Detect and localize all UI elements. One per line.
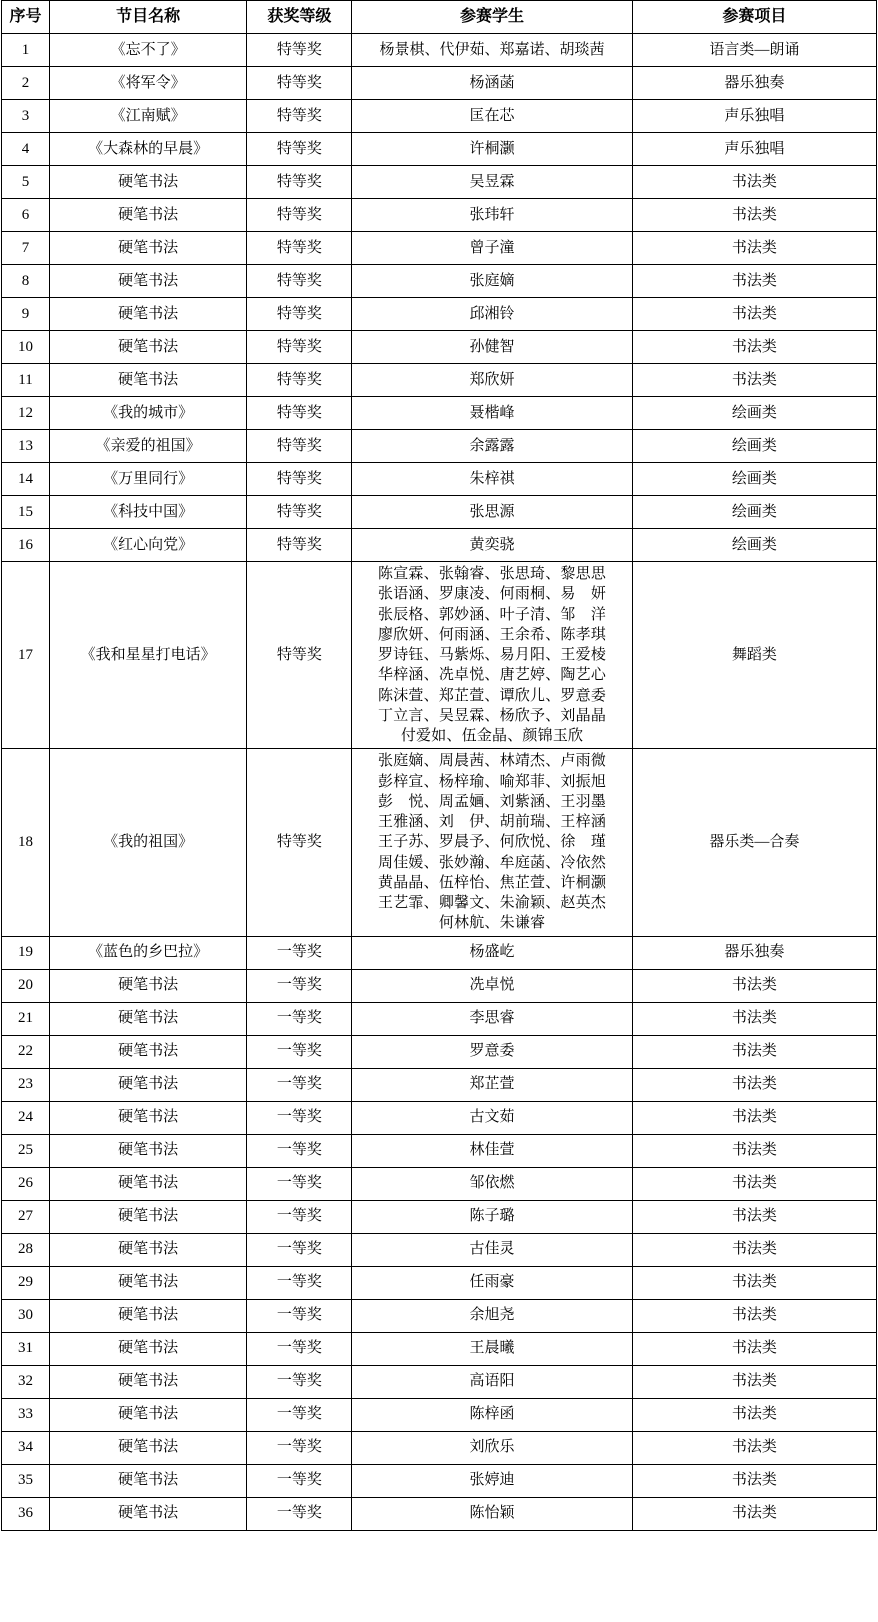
cell-no: 17 — [2, 562, 50, 749]
cell-program-name: 《我和星星打电话》 — [50, 562, 247, 749]
student-line: 廖欣妍、何雨涵、王余希、陈孝琪 — [378, 626, 607, 643]
cell-category: 书法类 — [632, 331, 876, 364]
cell-no: 3 — [2, 100, 50, 133]
cell-program-name: 《忘不了》 — [50, 34, 247, 67]
table-row — [2, 1431, 877, 1464]
table-row — [2, 1233, 877, 1266]
table-body — [2, 34, 877, 1531]
cell-category: 绘画类 — [632, 430, 876, 463]
cell-program-name: 硬笔书法 — [50, 1233, 247, 1266]
cell-category: 绘画类 — [632, 463, 876, 496]
table-row — [2, 100, 877, 133]
cell-program-name: 硬笔书法 — [50, 1266, 247, 1299]
cell-students: 匡在芯 — [352, 100, 632, 133]
cell-award-level: 一等奖 — [247, 969, 352, 1002]
cell-no: 18 — [2, 749, 50, 936]
cell-students: 邱湘铃 — [352, 298, 632, 331]
cell-category: 书法类 — [632, 1002, 876, 1035]
cell-category: 书法类 — [632, 1431, 876, 1464]
cell-program-name: 硬笔书法 — [50, 1332, 247, 1365]
cell-students: 刘欣乐 — [352, 1431, 632, 1464]
cell-category: 书法类 — [632, 1035, 876, 1068]
cell-program-name: 硬笔书法 — [50, 1068, 247, 1101]
cell-no: 20 — [2, 969, 50, 1002]
cell-no: 2 — [2, 67, 50, 100]
cell-category: 书法类 — [632, 1464, 876, 1497]
cell-students: 古佳灵 — [352, 1233, 632, 1266]
column-header-students: 参赛学生 — [352, 1, 632, 34]
cell-students: 邹依燃 — [352, 1167, 632, 1200]
cell-program-name: 硬笔书法 — [50, 1200, 247, 1233]
table-row — [2, 430, 877, 463]
cell-students: 陈梓函 — [352, 1398, 632, 1431]
cell-students: 吴昱霖 — [352, 166, 632, 199]
cell-award-level: 一等奖 — [247, 1431, 352, 1464]
cell-no: 13 — [2, 430, 50, 463]
cell-category: 书法类 — [632, 298, 876, 331]
cell-category: 书法类 — [632, 1497, 876, 1530]
table-row — [2, 199, 877, 232]
table-row — [2, 1101, 877, 1134]
cell-category: 书法类 — [632, 1134, 876, 1167]
cell-students: 任雨豪 — [352, 1266, 632, 1299]
cell-students: 张思源 — [352, 496, 632, 529]
cell-program-name: 硬笔书法 — [50, 1167, 247, 1200]
student-line: 黄晶晶、伍梓怡、焦芷萱、许桐灏 — [378, 874, 607, 891]
cell-program-name: 硬笔书法 — [50, 1299, 247, 1332]
cell-award-level: 特等奖 — [247, 364, 352, 397]
cell-program-name: 硬笔书法 — [50, 331, 247, 364]
cell-award-level: 一等奖 — [247, 1134, 352, 1167]
cell-award-level: 特等奖 — [247, 496, 352, 529]
cell-program-name: 硬笔书法 — [50, 199, 247, 232]
cell-category: 书法类 — [632, 1101, 876, 1134]
table-row — [2, 1167, 877, 1200]
table-row — [2, 1035, 877, 1068]
cell-program-name: 硬笔书法 — [50, 232, 247, 265]
cell-no: 22 — [2, 1035, 50, 1068]
table-row — [2, 529, 877, 562]
cell-award-level: 特等奖 — [247, 67, 352, 100]
cell-no: 28 — [2, 1233, 50, 1266]
table-row — [2, 463, 877, 496]
table-row — [2, 1365, 877, 1398]
table-row — [2, 1068, 877, 1101]
cell-students: 冼卓悦 — [352, 969, 632, 1002]
cell-program-name: 硬笔书法 — [50, 265, 247, 298]
cell-students: 李思睿 — [352, 1002, 632, 1035]
cell-students: 张玮轩 — [352, 199, 632, 232]
cell-program-name: 《蓝色的乡巴拉》 — [50, 936, 247, 969]
cell-category: 书法类 — [632, 232, 876, 265]
column-header-category: 参赛项目 — [632, 1, 876, 34]
cell-program-name: 《科技中国》 — [50, 496, 247, 529]
cell-no: 11 — [2, 364, 50, 397]
cell-award-level: 一等奖 — [247, 1497, 352, 1530]
cell-program-name: 《江南赋》 — [50, 100, 247, 133]
cell-no: 1 — [2, 34, 50, 67]
cell-students: 张庭嫡 — [352, 265, 632, 298]
student-line: 付爱如、伍金晶、颜锦玉欣 — [400, 728, 584, 744]
cell-award-level: 一等奖 — [247, 1167, 352, 1200]
cell-category: 语言类—朗诵 — [632, 34, 876, 67]
cell-category: 书法类 — [632, 199, 876, 232]
cell-program-name: 硬笔书法 — [50, 1002, 247, 1035]
table-row — [2, 936, 877, 969]
cell-no: 25 — [2, 1134, 50, 1167]
cell-category: 书法类 — [632, 166, 876, 199]
cell-students: 曾子潼 — [352, 232, 632, 265]
cell-program-name: 硬笔书法 — [50, 1431, 247, 1464]
cell-award-level: 特等奖 — [247, 34, 352, 67]
table-row — [2, 1398, 877, 1431]
cell-students: 聂楷峰 — [352, 397, 632, 430]
cell-students: 许桐灏 — [352, 133, 632, 166]
cell-no: 21 — [2, 1002, 50, 1035]
student-line: 丁立言、吴昱霖、杨欣予、刘晶晶 — [378, 707, 607, 724]
cell-no: 32 — [2, 1365, 50, 1398]
cell-category: 声乐独唱 — [632, 133, 876, 166]
cell-students: 孙健智 — [352, 331, 632, 364]
cell-award-level: 特等奖 — [247, 265, 352, 298]
cell-students: 林佳萱 — [352, 1134, 632, 1167]
cell-category: 书法类 — [632, 265, 876, 298]
table-row — [2, 1332, 877, 1365]
cell-students: 杨景棋、代伊茹、郑嘉诺、胡琰茜 — [352, 34, 632, 67]
student-line: 张语涵、罗康凌、何雨桐、易 妍 — [378, 586, 607, 603]
cell-program-name: 硬笔书法 — [50, 969, 247, 1002]
cell-no: 7 — [2, 232, 50, 265]
cell-students: 罗意委 — [352, 1035, 632, 1068]
student-line: 罗诗钰、马紫烁、易月阳、王爱棱 — [378, 647, 607, 663]
student-line: 王雅涵、刘 伊、胡前瑞、王梓涵 — [378, 814, 607, 830]
table-row — [2, 969, 877, 1002]
cell-no: 26 — [2, 1167, 50, 1200]
student-line: 彭 悦、周孟婳、刘紫涵、王羽墨 — [378, 793, 607, 810]
table-row — [2, 133, 877, 166]
table-row — [2, 1299, 877, 1332]
cell-award-level: 一等奖 — [247, 1035, 352, 1068]
cell-students: 黄奕骁 — [352, 529, 632, 562]
cell-students: 杨盛屹 — [352, 936, 632, 969]
table-row — [2, 749, 877, 936]
cell-students: 王晨曦 — [352, 1332, 632, 1365]
cell-award-level: 一等奖 — [247, 1332, 352, 1365]
cell-award-level: 一等奖 — [247, 1464, 352, 1497]
cell-award-level: 一等奖 — [247, 1233, 352, 1266]
cell-no: 19 — [2, 936, 50, 969]
cell-students: 余露露 — [352, 430, 632, 463]
cell-category: 书法类 — [632, 1365, 876, 1398]
cell-program-name: 《万里同行》 — [50, 463, 247, 496]
cell-program-name: 硬笔书法 — [50, 1497, 247, 1530]
cell-no: 8 — [2, 265, 50, 298]
student-line: 陈沫萱、郑芷萱、谭欣儿、罗意委 — [378, 687, 607, 704]
cell-no: 16 — [2, 529, 50, 562]
cell-award-level: 特等奖 — [247, 298, 352, 331]
cell-category: 声乐独唱 — [632, 100, 876, 133]
cell-program-name: 硬笔书法 — [50, 364, 247, 397]
cell-no: 30 — [2, 1299, 50, 1332]
cell-students: 陈子璐 — [352, 1200, 632, 1233]
cell-award-level: 一等奖 — [247, 1101, 352, 1134]
cell-no: 33 — [2, 1398, 50, 1431]
cell-program-name: 硬笔书法 — [50, 298, 247, 331]
column-header-program-name: 节目名称 — [50, 1, 247, 34]
cell-students: 陈怡颖 — [352, 1497, 632, 1530]
cell-program-name: 《亲爱的祖国》 — [50, 430, 247, 463]
cell-award-level: 特等奖 — [247, 100, 352, 133]
cell-category: 器乐独奏 — [632, 936, 876, 969]
cell-program-name: 硬笔书法 — [50, 1398, 247, 1431]
table-row — [2, 1200, 877, 1233]
column-header-no: 序号 — [2, 1, 50, 34]
cell-program-name: 《大森林的早晨》 — [50, 133, 247, 166]
cell-award-level: 特等奖 — [247, 430, 352, 463]
cell-award-level: 特等奖 — [247, 166, 352, 199]
cell-program-name: 硬笔书法 — [50, 166, 247, 199]
cell-program-name: 硬笔书法 — [50, 1134, 247, 1167]
cell-award-level: 特等奖 — [247, 232, 352, 265]
cell-no: 10 — [2, 331, 50, 364]
table-row — [2, 364, 877, 397]
cell-no: 27 — [2, 1200, 50, 1233]
cell-program-name: 硬笔书法 — [50, 1035, 247, 1068]
cell-no: 29 — [2, 1266, 50, 1299]
cell-students: 郑欣妍 — [352, 364, 632, 397]
cell-category: 器乐类—合奏 — [632, 749, 876, 936]
cell-category: 绘画类 — [632, 397, 876, 430]
table-row — [2, 397, 877, 430]
table-row — [2, 232, 877, 265]
cell-no: 36 — [2, 1497, 50, 1530]
cell-no: 23 — [2, 1068, 50, 1101]
cell-award-level: 一等奖 — [247, 1002, 352, 1035]
table-row — [2, 1497, 877, 1530]
student-line: 华梓涵、冼卓悦、唐艺婷、陶艺心 — [378, 667, 607, 684]
cell-students: 郑芷萱 — [352, 1068, 632, 1101]
cell-award-level: 特等奖 — [247, 529, 352, 562]
cell-no: 5 — [2, 166, 50, 199]
cell-category: 书法类 — [632, 364, 876, 397]
table-row — [2, 67, 877, 100]
cell-category: 书法类 — [632, 1398, 876, 1431]
cell-no: 14 — [2, 463, 50, 496]
table-row — [2, 1464, 877, 1497]
cell-award-level: 一等奖 — [247, 1068, 352, 1101]
cell-award-level: 一等奖 — [247, 936, 352, 969]
cell-category: 器乐独奏 — [632, 67, 876, 100]
table-row — [2, 1134, 877, 1167]
cell-program-name: 《将军令》 — [50, 67, 247, 100]
cell-category: 书法类 — [632, 1233, 876, 1266]
cell-no: 9 — [2, 298, 50, 331]
cell-award-level: 一等奖 — [247, 1365, 352, 1398]
cell-students: 朱梓祺 — [352, 463, 632, 496]
cell-students: 张婷迪 — [352, 1464, 632, 1497]
cell-category: 书法类 — [632, 1266, 876, 1299]
cell-program-name: 硬笔书法 — [50, 1101, 247, 1134]
cell-category: 书法类 — [632, 1299, 876, 1332]
table-row — [2, 1002, 877, 1035]
student-line: 彭梓宣、杨梓瑜、喻郑菲、刘振旭 — [378, 773, 607, 790]
cell-program-name: 《我的城市》 — [50, 397, 247, 430]
student-line: 王子苏、罗晨予、何欣悦、徐 瑾 — [378, 834, 607, 851]
column-header-award-level: 获奖等级 — [247, 1, 352, 34]
student-line: 张辰格、郭妙涵、叶子清、邹 洋 — [378, 606, 607, 623]
table-row — [2, 331, 877, 364]
cell-students — [352, 749, 632, 936]
cell-category: 书法类 — [632, 969, 876, 1002]
cell-no: 4 — [2, 133, 50, 166]
cell-students — [352, 562, 632, 749]
table-row — [2, 166, 877, 199]
cell-award-level: 特等奖 — [247, 562, 352, 749]
cell-program-name: 《我的祖国》 — [50, 749, 247, 936]
cell-award-level: 特等奖 — [247, 749, 352, 936]
cell-no: 15 — [2, 496, 50, 529]
cell-category: 绘画类 — [632, 529, 876, 562]
cell-program-name: 硬笔书法 — [50, 1365, 247, 1398]
cell-students: 杨涵菡 — [352, 67, 632, 100]
table-row — [2, 265, 877, 298]
table-row — [2, 298, 877, 331]
cell-award-level: 一等奖 — [247, 1266, 352, 1299]
cell-students: 高语阳 — [352, 1365, 632, 1398]
cell-award-level: 特等奖 — [247, 463, 352, 496]
table-row — [2, 1266, 877, 1299]
cell-category: 绘画类 — [632, 496, 876, 529]
cell-students: 余旭尧 — [352, 1299, 632, 1332]
cell-award-level: 一等奖 — [247, 1200, 352, 1233]
cell-award-level: 特等奖 — [247, 133, 352, 166]
cell-program-name: 硬笔书法 — [50, 1464, 247, 1497]
cell-award-level: 特等奖 — [247, 397, 352, 430]
cell-no: 12 — [2, 397, 50, 430]
student-line: 陈宣霖、张翰睿、张思琦、黎思思 — [378, 566, 607, 582]
cell-category: 书法类 — [632, 1332, 876, 1365]
student-line: 何林航、朱谦睿 — [438, 915, 546, 932]
cell-category: 书法类 — [632, 1167, 876, 1200]
cell-students: 古文茹 — [352, 1101, 632, 1134]
cell-award-level: 一等奖 — [247, 1299, 352, 1332]
cell-category: 书法类 — [632, 1200, 876, 1233]
cell-category: 舞蹈类 — [632, 562, 876, 749]
cell-award-level: 一等奖 — [247, 1398, 352, 1431]
cell-category: 书法类 — [632, 1068, 876, 1101]
student-line: 周佳媛、张妙瀚、牟庭菡、冷依然 — [378, 854, 607, 871]
cell-award-level: 特等奖 — [247, 331, 352, 364]
cell-no: 6 — [2, 199, 50, 232]
table-row — [2, 562, 877, 749]
table-header-row — [2, 1, 877, 34]
cell-award-level: 特等奖 — [247, 199, 352, 232]
cell-no: 35 — [2, 1464, 50, 1497]
student-line: 王艺霏、卿馨文、朱渝颖、赵英杰 — [378, 895, 607, 911]
table-row — [2, 34, 877, 67]
cell-no: 24 — [2, 1101, 50, 1134]
cell-no: 31 — [2, 1332, 50, 1365]
table-row — [2, 496, 877, 529]
award-results-table — [1, 0, 877, 1531]
cell-program-name: 《红心向党》 — [50, 529, 247, 562]
cell-no: 34 — [2, 1431, 50, 1464]
student-line: 张庭嫡、周晨茜、林靖杰、卢雨微 — [378, 753, 607, 770]
